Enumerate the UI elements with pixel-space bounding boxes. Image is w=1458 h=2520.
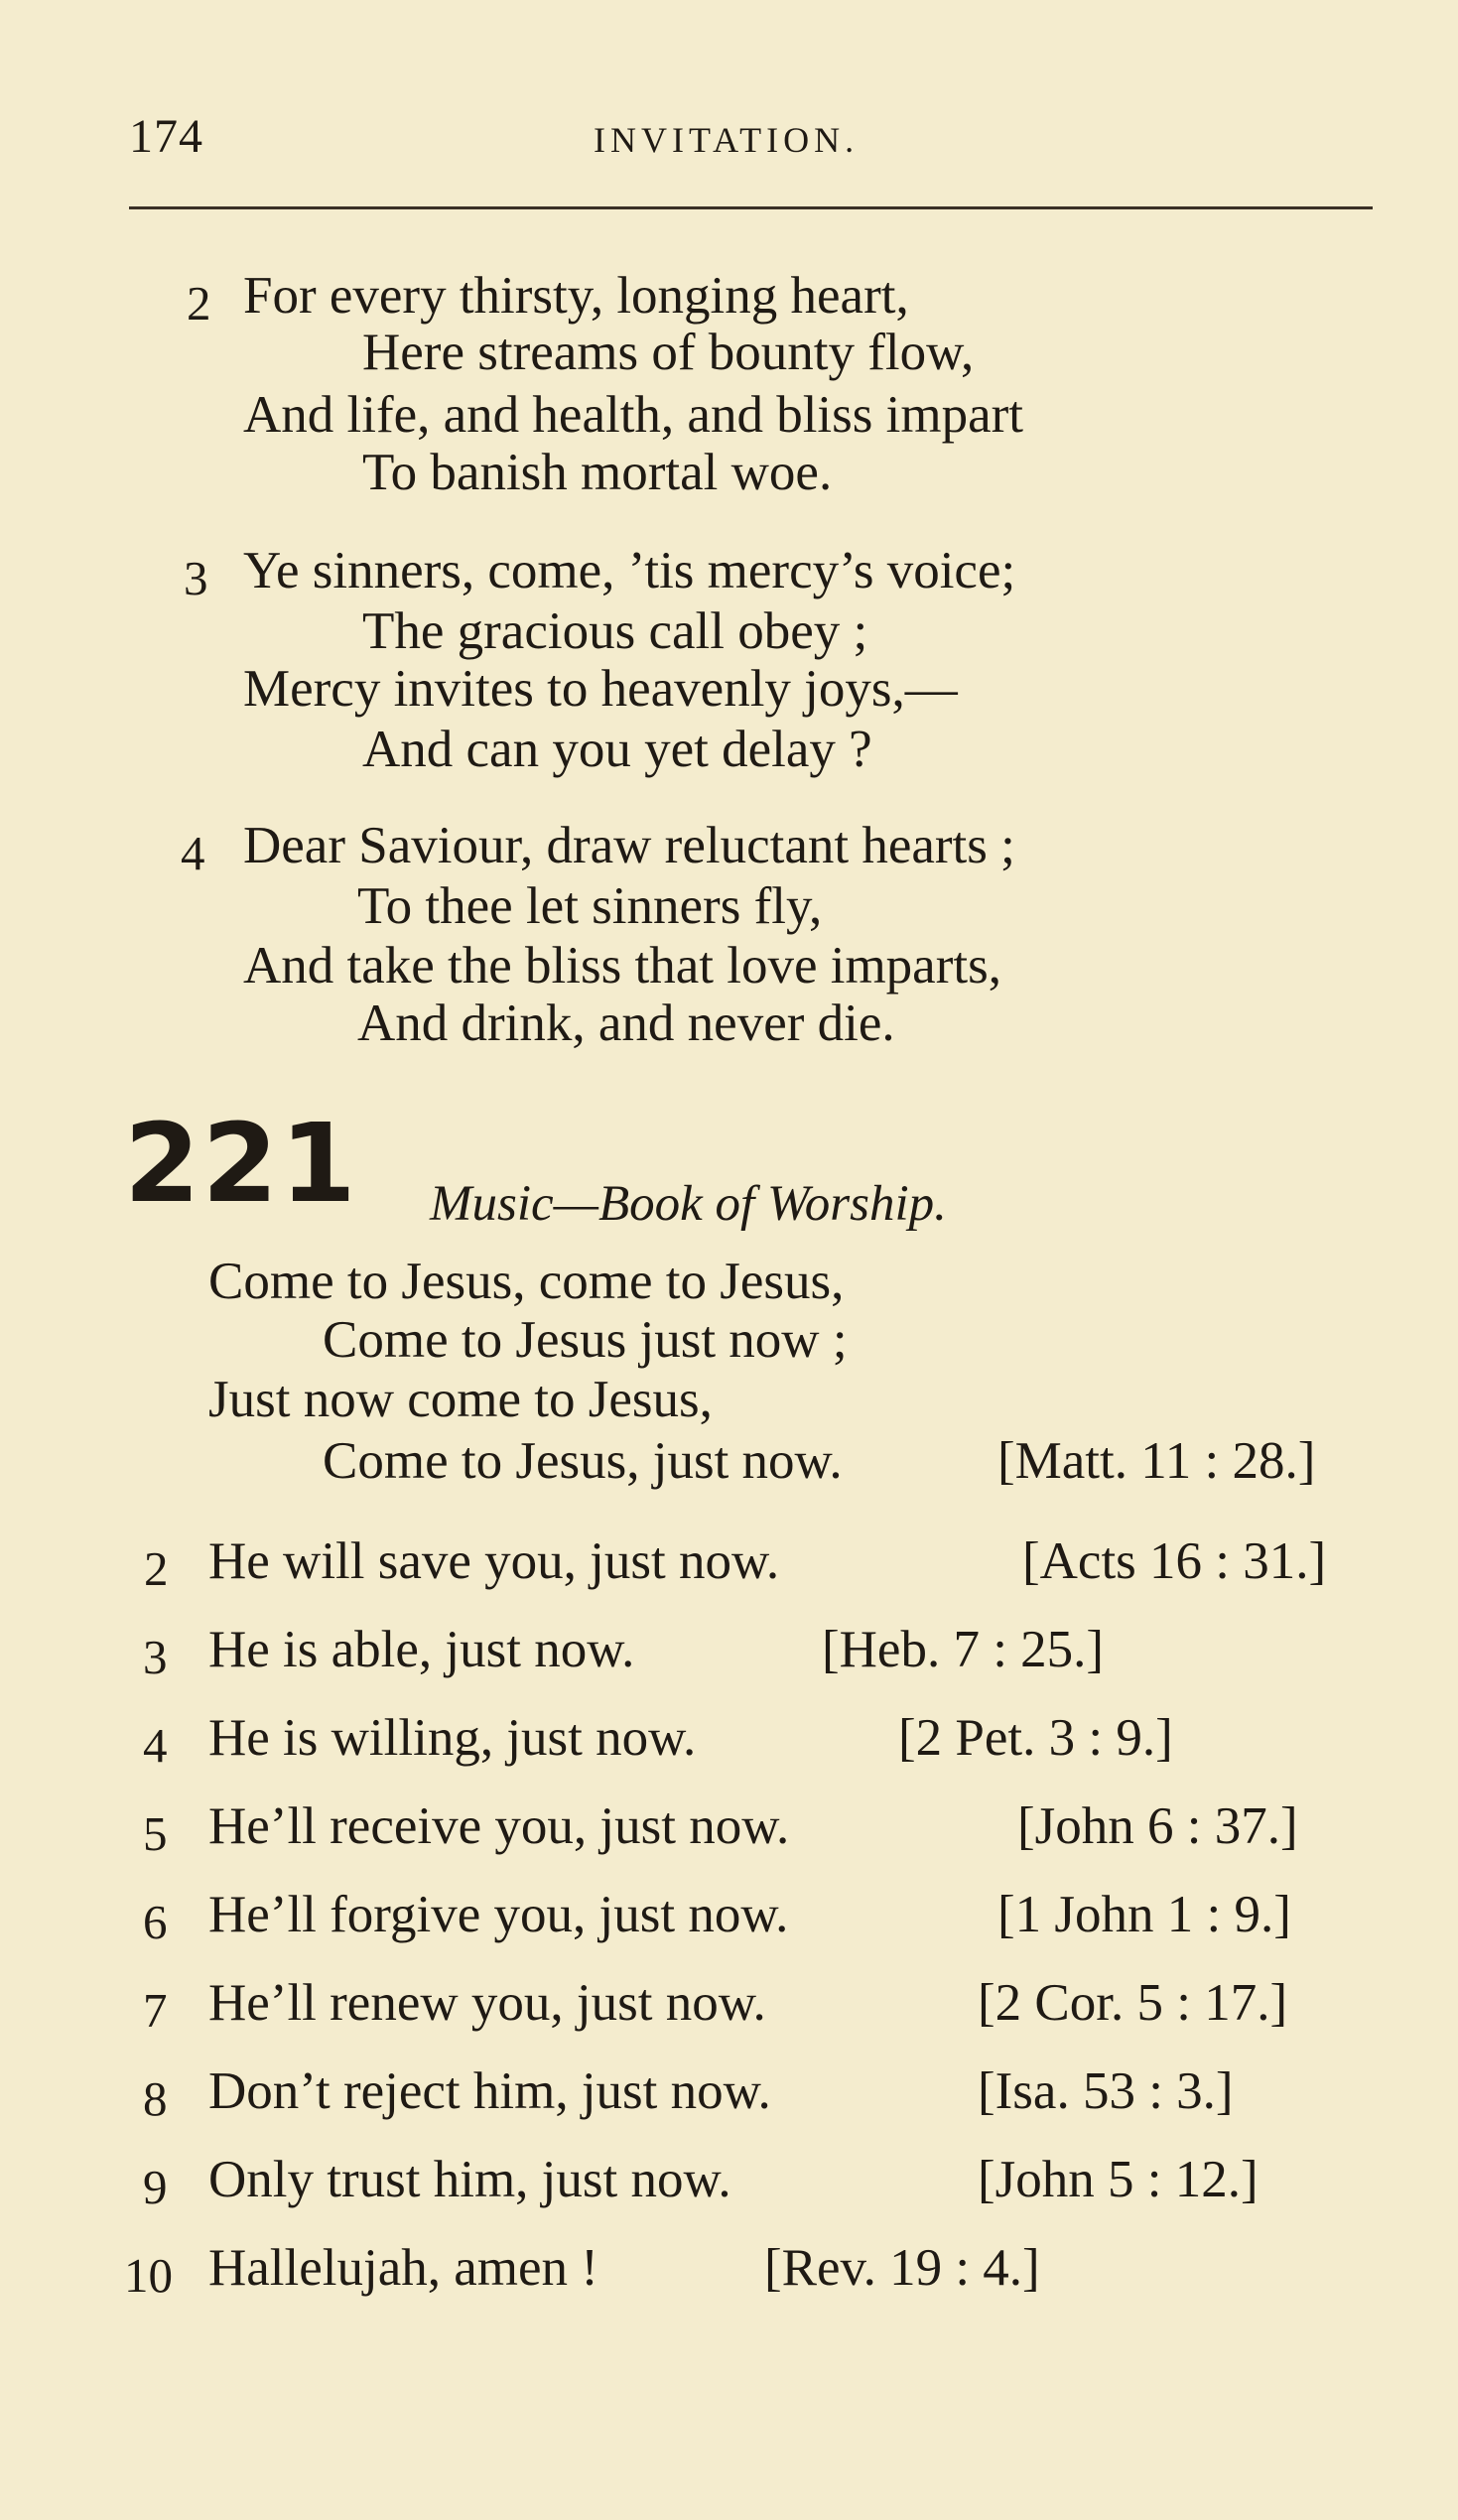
scripture-reference: [Acts 16 : 31.] [1022,1532,1327,1590]
running-head: INVITATION. [594,120,860,160]
verse-number: 9 [143,2160,168,2214]
verse-line: Mercy invites to heavenly joys,— [243,660,958,718]
scripture-reference: [Rev. 19 : 4.] [764,2239,1040,2297]
scripture-reference: [Isa. 53 : 3.] [978,2062,1234,2120]
scripture-reference: [2 Pet. 3 : 9.] [898,1709,1173,1767]
scripture-reference: [John 6 : 37.] [1017,1797,1298,1855]
verse-line: He’ll receive you, just now. [208,1797,790,1855]
verse-line: He will save you, just now. [208,1532,780,1590]
verse-line: Hallelujah, amen ! [208,2239,598,2297]
verse-line: And can you yet delay ? [362,721,872,778]
hymn-number: 221 [124,1100,358,1227]
chorus-line: Come to Jesus, come to Jesus, [208,1253,845,1310]
verse-line: To banish mortal woe. [362,444,833,501]
verse-line: And drink, and never die. [357,995,895,1052]
music-attribution: Music—Book of Worship. [430,1176,947,1232]
verse-number: 2 [187,276,211,331]
verse-number: 6 [143,1895,168,1949]
scripture-reference: [1 John 1 : 9.] [997,1886,1291,1943]
verse-line: And take the bliss that love imparts, [243,937,1001,995]
verse-line: He is willing, just now. [208,1709,697,1767]
header-rule [129,206,1373,209]
verse-line: Dear Saviour, draw reluctant hearts ; [243,817,1015,874]
scripture-reference: [2 Cor. 5 : 17.] [978,1974,1288,2032]
page-number: 174 [129,110,203,163]
verse-line: He’ll forgive you, just now. [208,1886,789,1943]
verse-line: Here streams of bounty flow, [362,324,975,381]
chorus-line: Just now come to Jesus, [208,1371,713,1428]
verse-number: 7 [143,1983,168,2038]
verse-line: Ye sinners, come, ’tis mercy’s voice; [243,542,1016,599]
verse-number: 4 [181,826,205,880]
scripture-reference: [Heb. 7 : 25.] [822,1621,1105,1678]
verse-number: 3 [184,551,208,605]
verse-number: 4 [143,1718,168,1773]
scripture-reference: [John 5 : 12.] [978,2151,1259,2208]
verse-number: 5 [143,1806,168,1861]
verse-number: 3 [143,1630,168,1684]
verse-line: To thee let sinners fly, [357,877,823,935]
verse-line: Only trust him, just now. [208,2151,731,2208]
verse-line: And life, and health, and bliss impart [243,386,1023,444]
scripture-reference: [Matt. 11 : 28.] [997,1432,1316,1490]
verse-number: 2 [144,1541,169,1596]
chorus-line: Come to Jesus just now ; [323,1311,848,1369]
verse-number: 10 [124,2248,173,2303]
verse-line: For every thirsty, longing heart, [243,267,909,325]
verse-line: Don’t reject him, just now. [208,2062,771,2120]
verse-line: The gracious call obey ; [362,602,868,660]
verse-line: He is able, just now. [208,1621,635,1678]
chorus-line: Come to Jesus, just now. [323,1432,843,1490]
verse-line: He’ll renew you, just now. [208,1974,766,2032]
verse-number: 8 [143,2071,168,2126]
